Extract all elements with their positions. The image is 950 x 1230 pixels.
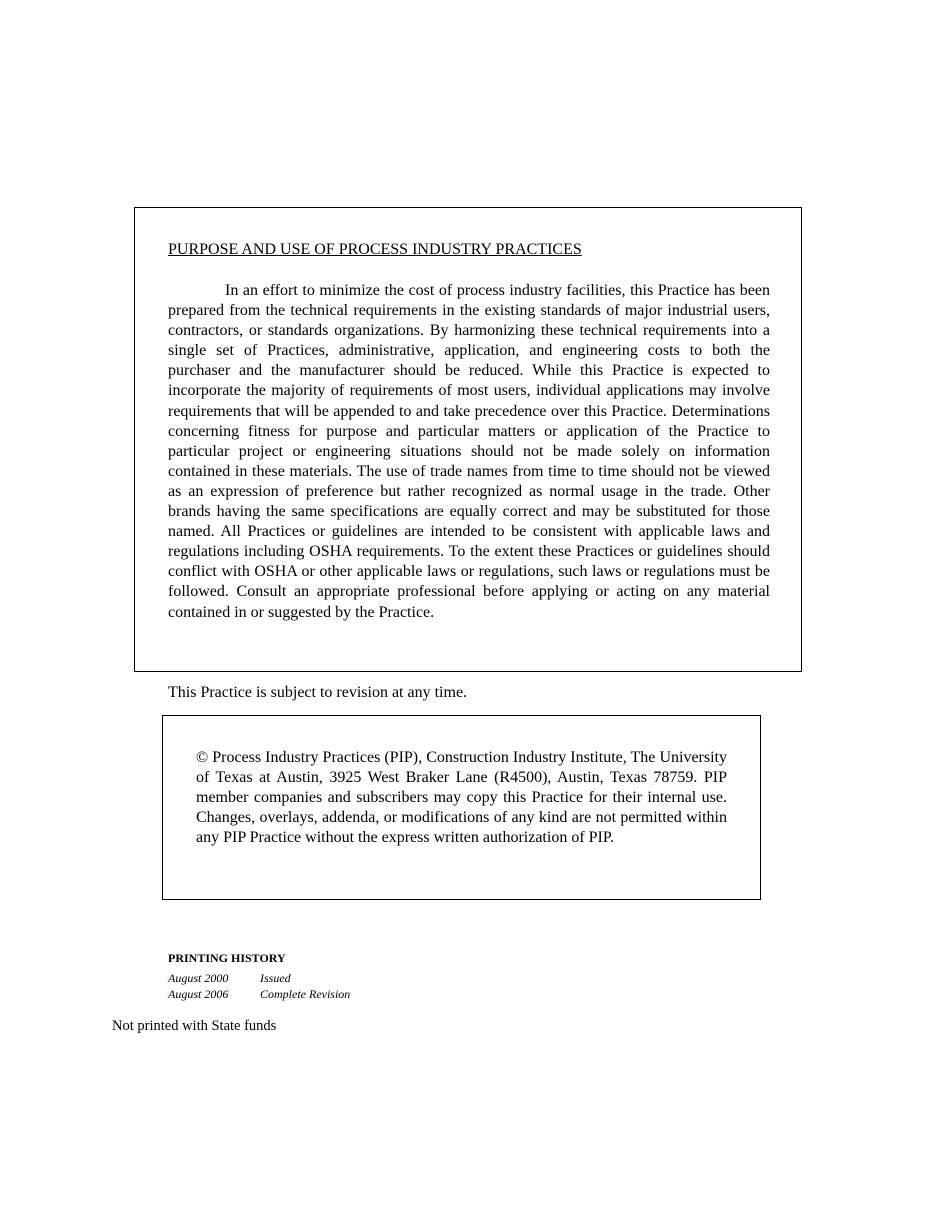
history-event: Complete Revision [260,987,351,1001]
history-date: August 2000 [168,971,229,985]
purpose-title: PURPOSE AND USE OF PROCESS INDUSTRY PRACTICES [168,241,582,258]
history-date: August 2006 [168,987,229,1001]
copyright-box [162,715,761,900]
funds-note: Not printed with State funds [112,1018,277,1034]
history-entry [168,970,350,986]
history-entry [168,986,350,1002]
copyright-text: © Process Industry Practices (PIP), Construction Industry Institute, The University of Texas at Austin, 3925 West Braker Lane (R4500), Austin, Texas 78759. PIP member companies and subscribers may copy this Practice for their internal use. Changes, overlays, addenda, or modifications of any kind are not permitted within any PIP Practice without the express written authorization of PIP. [196,749,727,847]
purpose-box [134,207,802,672]
printing-history [168,950,350,1002]
history-event: Issued [260,971,291,985]
purpose-paragraph: In an effort to minimize the cost of process industry facilities, this Practice has been prepared from the technical requirements in the existing standards of major industrial users, contractors, or standards organizations. By harmonizing these technical requirements into a single set of Practices, administrative, application, and engineering costs to both the purchaser and the manufacturer should be reduced. While this Practice is expected to incorporate the majority of requirements of most users, individual applications may involve requirements that will be appended to and take precedence over this Practice. Determinations concerning fitness for purpose and particular matters or application of the Practice to particular project or engineering situations should not be made solely on information contained in these materials. The use of trade names from time to time should not be viewed as an expression of preference but rather recognized as normal usage in the trade. Other brands having the same specifications are equally correct and may be substituted for those named. All Practices or guidelines are intended to be consistent with applicable laws and regulations including OSHA requirements. To the extent these Practices or guidelines should conflict with OSHA or other applicable laws or regulations, such laws or regulations must be followed. Consult an appropriate professional before applying or acting on any material contained in or suggested by the Practice. [168,282,770,621]
printing-history-title: PRINTING HISTORY [168,951,286,965]
revision-note: This Practice is subject to revision at any time. [168,684,468,701]
